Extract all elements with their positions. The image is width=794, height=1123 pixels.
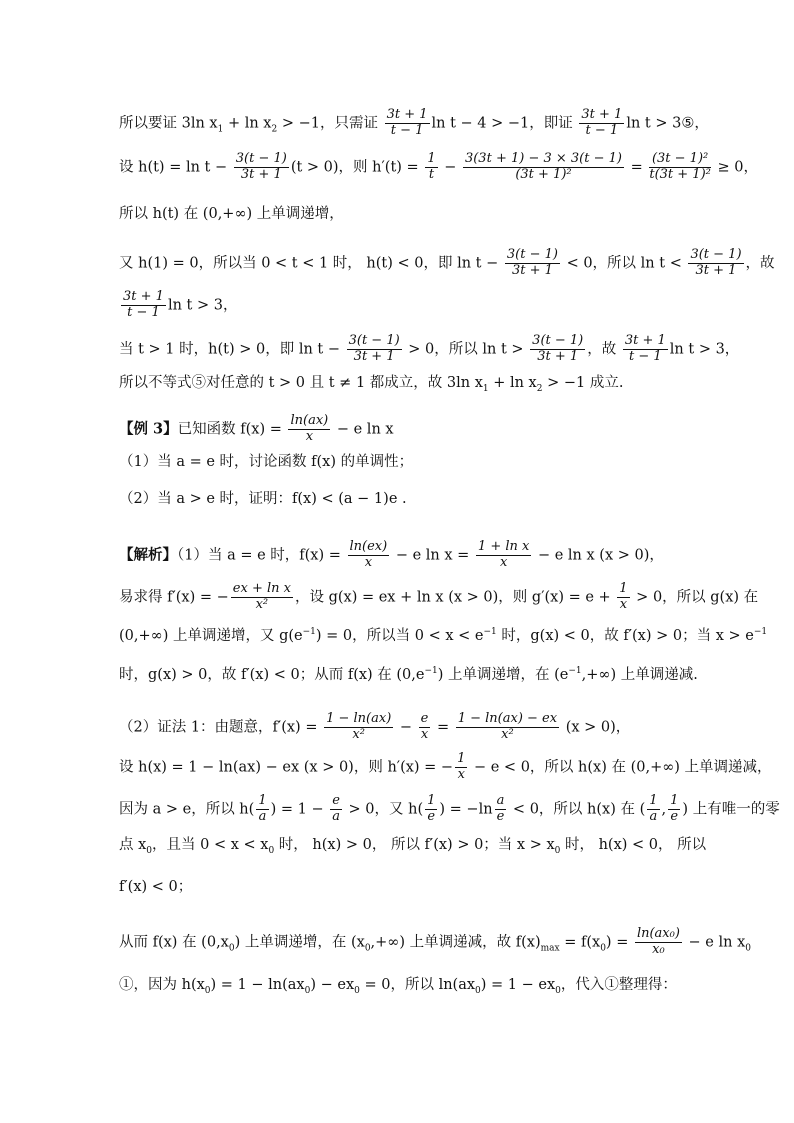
text-line-8	[119, 414, 675, 445]
text-run: 又 h(1) = 0，所以当 0 < t < 1 时， h(t) < 0，即 ln t −	[119, 255, 503, 272]
fraction-numerator: 3(3t + 1) − 3 × 3(t − 1)	[464, 151, 622, 166]
text-run: ) =	[605, 934, 633, 951]
text-line-19	[119, 880, 675, 895]
text-line-14	[119, 666, 698, 683]
text-run: (x > 0)，	[561, 719, 631, 736]
fraction	[121, 290, 166, 321]
text-line-7	[119, 376, 675, 394]
text-run: ,	[661, 801, 667, 818]
text-line-6	[119, 333, 740, 365]
subscript: 0	[555, 985, 561, 996]
text-run: ) = 1 − ex	[480, 977, 556, 993]
text-run: 点 x	[119, 837, 147, 853]
fraction	[455, 752, 467, 783]
text-run: = 0，所以 ln(ax	[359, 977, 476, 993]
text-run: （1）当 a = e 时，讨论函数 f(x) 的单调性；	[119, 454, 414, 470]
fraction	[647, 794, 659, 825]
text-run: ) − ex	[310, 977, 355, 993]
fraction-numerator: a	[496, 793, 505, 808]
text-line-17	[119, 793, 780, 825]
fraction	[330, 794, 342, 825]
text-run: ) 上单调递增，在 (e	[437, 666, 569, 683]
fraction	[463, 152, 624, 183]
text-run: < 0，所以 h(x) 在 (	[508, 801, 646, 818]
fraction-denominator: 3t + 1	[695, 262, 737, 278]
text-run: ,+∞) 上单调递减，故 f(x)	[370, 934, 541, 951]
text-run: 时，g(x) < 0，故 f′(x) > 0；当 x > e	[496, 627, 754, 644]
text-run: ①，因为 h(x	[119, 977, 205, 993]
fraction-numerator: 1 + ln x	[477, 539, 530, 554]
fraction-numerator: 3(t − 1)	[235, 151, 287, 166]
fraction-numerator: e	[420, 711, 429, 726]
fraction-denominator: x	[420, 726, 429, 742]
fraction-denominator: 3t + 1	[511, 262, 553, 278]
fraction-numerator: ln(ax₀)	[636, 926, 680, 941]
superscript: −1	[753, 627, 768, 637]
text-run: ，且当 0 < x < x	[152, 837, 269, 853]
text-run: (t > 0)，则 h′(t) =	[290, 159, 424, 176]
fraction	[256, 794, 268, 825]
fraction	[476, 540, 531, 571]
text-run: 易求得 f′(x) = −	[119, 589, 229, 606]
fraction	[456, 712, 559, 743]
text-run: ) 上有唯一的零	[682, 801, 780, 818]
text-run: =	[625, 159, 648, 176]
fraction-denominator: x₀	[652, 941, 665, 957]
text-run: −	[439, 159, 461, 176]
text-run: > 0，所以 g(x) 在	[631, 589, 759, 606]
fraction	[231, 582, 293, 613]
fraction-numerator: ln(ax)	[290, 413, 329, 428]
text-run: + ln x	[223, 115, 272, 132]
fraction-numerator: 1 − ln(ax) − ex	[457, 711, 558, 726]
fraction-numerator: 3t + 1	[581, 107, 623, 122]
fraction-denominator: x	[619, 596, 628, 612]
fraction	[623, 334, 668, 365]
text-run: 时，g(x) > 0，故 f′(x) < 0；从而 f(x) 在 (0,e	[119, 666, 425, 683]
text-run: − e ln x (x > 0)，	[533, 547, 664, 564]
fraction	[385, 108, 430, 139]
text-run: =	[432, 719, 454, 736]
fraction	[530, 334, 585, 365]
fraction-denominator: e	[496, 808, 505, 824]
text-run: （2）证法 1：由题意，f′(x) =	[119, 719, 323, 736]
text-run: 所以要证 3ln x	[119, 115, 218, 132]
superscript: −1	[568, 666, 582, 676]
subscript: 0	[354, 985, 360, 996]
text-run: > 0，所以 ln t >	[403, 341, 529, 358]
text-run: + ln x	[488, 375, 537, 391]
fraction-denominator: a	[649, 808, 658, 824]
text-run: (0,+∞) 上单调递增，又 g(e	[119, 627, 303, 644]
fraction-denominator: e	[670, 808, 679, 824]
fraction-denominator: t − 1	[585, 122, 619, 138]
fraction	[617, 582, 629, 613]
text-run: 设 h(t) = ln t −	[119, 159, 232, 176]
text-run: ln t > 3⑤，	[626, 115, 709, 132]
text-run: ln t − 4 > −1，即证	[431, 115, 578, 132]
fraction-numerator: 1	[619, 581, 628, 596]
text-run: 时， h(x) > 0， 所以 f′(x) > 0；当 x > x	[274, 837, 555, 853]
text-run: 设 h(x) = 1 − ln(ax) − ex (x > 0)，则 h′(x) = −	[119, 759, 454, 776]
fraction	[635, 927, 682, 958]
text-run: 时， h(x) < 0， 所以	[560, 837, 707, 853]
text-line-9	[119, 455, 675, 470]
subscript: 0	[475, 985, 481, 996]
fraction	[324, 712, 393, 743]
text-run: ) = −ln	[439, 801, 493, 818]
text-line-3	[119, 207, 675, 222]
fraction	[234, 152, 289, 183]
subscript: 2	[271, 124, 278, 135]
subscript: 0	[745, 943, 751, 954]
fraction-denominator: x	[499, 554, 508, 570]
fraction	[649, 152, 711, 183]
fraction-numerator: 1	[457, 751, 466, 766]
fraction-denominator: 3t + 1	[240, 166, 282, 182]
fraction-numerator: (3t − 1)²	[649, 152, 711, 168]
text-run: （1）当 a = e 时，f(x) =	[177, 547, 346, 564]
text-run: − e ln x =	[391, 547, 474, 564]
text-run: ) = 1 −	[270, 801, 329, 818]
text-line-2	[119, 151, 758, 183]
fraction	[688, 248, 743, 279]
text-run: < 0，所以 ln t <	[561, 255, 687, 272]
text-run: f′(x) < 0；	[119, 879, 193, 895]
subscript: 1	[217, 124, 224, 135]
superscript: −1	[483, 627, 497, 637]
fraction	[347, 334, 402, 365]
section-label: 【例 3】	[119, 420, 178, 438]
text-run: > −1，只需证	[277, 115, 383, 132]
fraction-numerator: 3(t − 1)	[532, 333, 584, 348]
text-run: > 0，又 h(	[343, 801, 424, 818]
text-run: 因为 a > e，所以 h(	[119, 801, 255, 818]
fraction-numerator: 3(t − 1)	[690, 247, 742, 262]
fraction-numerator: 3t + 1	[624, 333, 666, 348]
superscript: −1	[424, 666, 438, 676]
fraction-numerator: 1	[670, 793, 679, 808]
fraction-denominator: 3t + 1	[537, 348, 579, 364]
text-run: ,+∞) 上单调递减.	[581, 666, 698, 683]
text-run: > −1 成立.	[542, 375, 624, 391]
fraction-denominator: x	[457, 766, 465, 782]
fraction	[348, 540, 390, 571]
fraction-numerator: 3t + 1	[386, 107, 428, 122]
fraction	[579, 108, 624, 139]
text-run: 已知函数 f(x) =	[177, 421, 287, 438]
text-run: ，设 g(x) = ex + ln x (x > 0)，则 g′(x) = e +	[294, 589, 616, 606]
text-line-20	[119, 926, 751, 958]
section-label: 【解析】	[119, 546, 177, 564]
text-run: ) = 1 − ln(ax	[210, 977, 305, 993]
fraction-denominator: t	[428, 166, 435, 182]
text-line-13	[119, 627, 768, 644]
fraction	[288, 414, 330, 445]
text-run: −	[395, 719, 417, 736]
subscript: 0	[268, 845, 275, 856]
text-run: − e ln x	[332, 421, 394, 438]
fraction-numerator: 1	[649, 793, 658, 808]
subscript: 0	[228, 943, 235, 954]
text-run: = f(x	[559, 934, 601, 951]
text-line-18	[119, 837, 707, 856]
fraction	[425, 152, 437, 183]
fraction-numerator: ln(ex)	[349, 539, 388, 554]
subscript: 0	[600, 943, 606, 954]
text-line-1	[119, 107, 709, 139]
fraction-numerator: ex + ln x	[232, 581, 291, 596]
fraction-numerator: 3(t − 1)	[506, 247, 558, 262]
text-line-5	[119, 290, 675, 321]
fraction-numerator: 1	[427, 151, 436, 166]
fraction-denominator: x²	[352, 726, 365, 742]
text-line-12	[119, 581, 759, 613]
fraction-numerator: 1	[427, 793, 436, 808]
text-run: ) = 0，所以当 0 < x < e	[315, 627, 484, 644]
text-run: 当 t > 1 时，h(t) > 0，即 ln t −	[119, 341, 345, 358]
fraction-numerator: 3(t − 1)	[348, 333, 400, 348]
text-run: ≥ 0，	[712, 159, 758, 176]
fraction-denominator: t − 1	[127, 304, 160, 320]
text-run: 所以不等式⑤对任意的 t > 0 且 t ≠ 1 都成立，故 3ln x	[119, 375, 483, 391]
fraction-numerator: 1	[258, 793, 267, 808]
fraction-denominator: x	[305, 428, 314, 444]
text-run: ln t > 3，	[669, 341, 740, 358]
fraction	[505, 248, 560, 279]
text-line-16	[119, 751, 772, 783]
fraction-denominator: e	[427, 808, 436, 824]
text-line-21	[119, 978, 675, 996]
superscript: −1	[302, 627, 316, 637]
fraction	[419, 712, 431, 743]
fraction-numerator: 1 − ln(ax)	[326, 711, 392, 726]
text-run: 所以 h(t) 在 (0,+∞) 上单调递增，	[119, 206, 344, 222]
text-line-11	[119, 540, 675, 571]
subscript: 0	[364, 943, 371, 954]
text-run: ，代入①整理得：	[560, 977, 677, 993]
fraction-denominator: x²	[255, 596, 269, 612]
fraction-denominator: x	[364, 554, 373, 570]
text-run: ，故	[587, 341, 621, 358]
fraction	[668, 794, 680, 825]
fraction-denominator: t(3t + 1)²	[649, 166, 711, 182]
text-run: − e ln x	[683, 934, 746, 951]
fraction-denominator: t − 1	[629, 348, 662, 364]
text-line-15	[119, 712, 675, 743]
subscript: 0	[146, 845, 153, 856]
subscript: 1	[482, 383, 489, 394]
fraction-denominator: x²	[501, 726, 514, 742]
subscript: 0	[554, 845, 561, 856]
fraction	[425, 794, 437, 825]
subscript: 2	[536, 383, 543, 394]
text-line-4	[119, 247, 775, 279]
subscript: 0	[304, 985, 311, 996]
text-run: ln t > 3，	[167, 297, 238, 314]
fraction-denominator: t − 1	[390, 122, 424, 138]
fraction-denominator: a	[258, 808, 267, 824]
fraction-numerator: e	[332, 793, 340, 808]
subscript: max	[540, 943, 560, 954]
fraction	[495, 794, 507, 825]
text-run: ，故	[745, 255, 775, 272]
text-run: 从而 f(x) 在 (0,x	[119, 934, 229, 951]
text-run: − e < 0，所以 h(x) 在 (0,+∞) 上单调递减，	[469, 759, 772, 776]
text-run: （2）当 a > e 时，证明：f(x) < (a − 1)e .	[119, 491, 407, 507]
fraction-numerator: 3t + 1	[123, 289, 164, 304]
fraction-denominator: a	[332, 808, 340, 824]
subscript: 0	[204, 985, 211, 996]
fraction-denominator: (3t + 1)²	[515, 166, 572, 182]
text-run: ) 上单调递增，在 (x	[234, 934, 365, 951]
text-line-10	[119, 492, 675, 507]
fraction-denominator: 3t + 1	[353, 348, 395, 364]
